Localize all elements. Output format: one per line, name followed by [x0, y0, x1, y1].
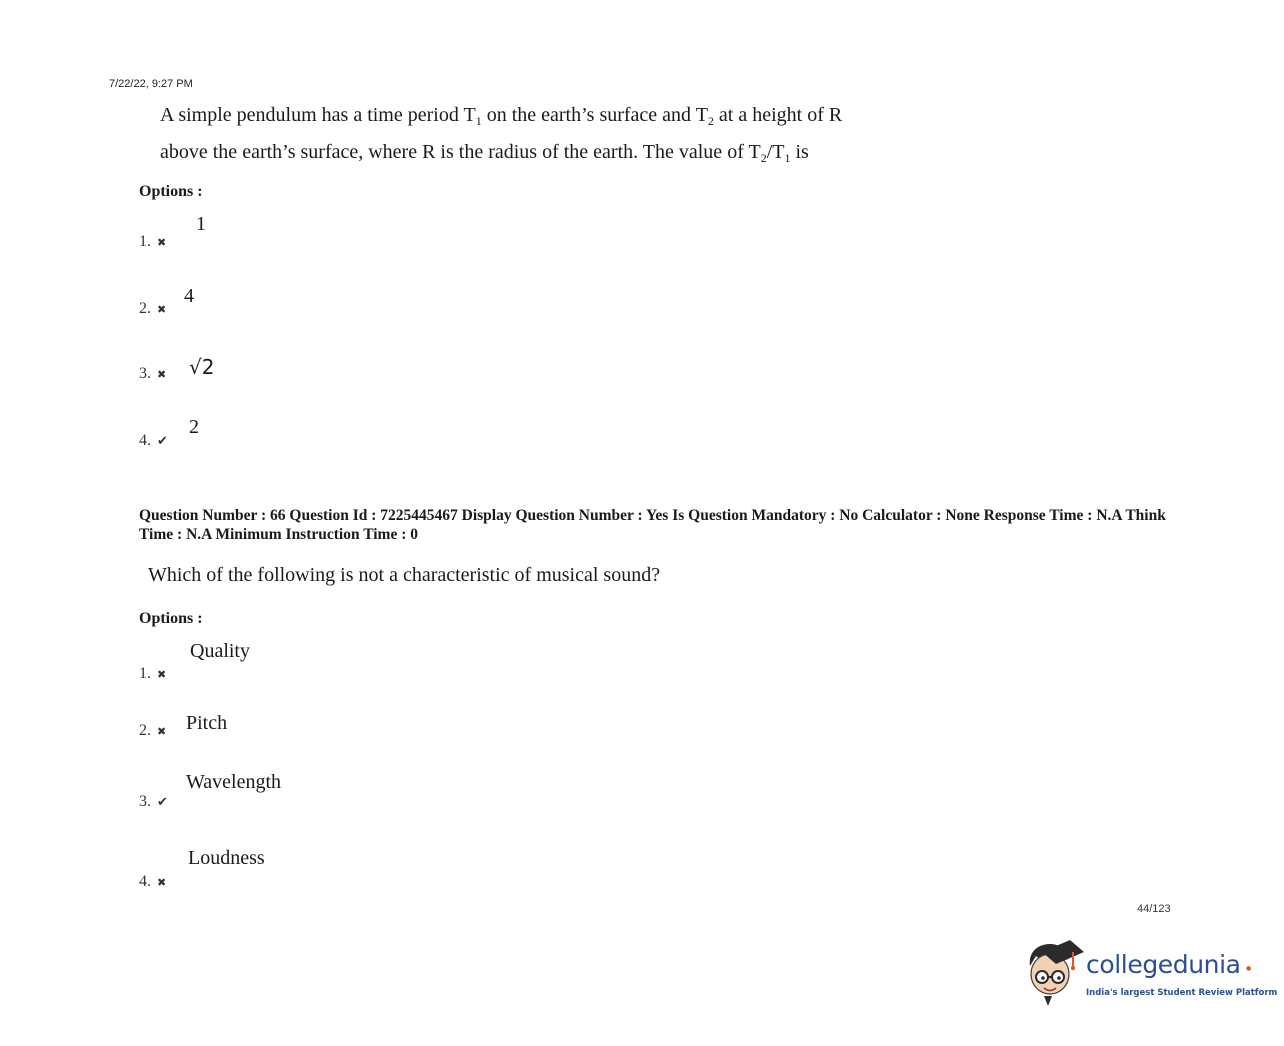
brand-tagline: India's largest Student Review Platform	[1086, 988, 1278, 998]
option-marker: 3. ✖	[139, 365, 167, 382]
brand-dot-icon: ●	[1246, 965, 1252, 972]
option-value: Pitch	[186, 712, 228, 734]
question-1-line-2: above the earth’s surface, where R is the radius of the earth. The value of $T_2/T_1$ is	[160, 141, 809, 165]
collegedunia-logo	[1024, 938, 1278, 1010]
option-value: √2	[189, 355, 215, 379]
brand-name: collegedunia	[1086, 950, 1241, 979]
cross-icon: ✖	[157, 236, 167, 249]
option-value: 4	[184, 285, 194, 307]
option-value: 1	[196, 213, 206, 235]
option-value: Loudness	[188, 847, 265, 869]
question-meta: Question Number : 66 Question Id : 7225445467 Display Question Number : Yes Is Question Mandatory : No Calculator : None Response Time : N.A Think Time : N.A Minimum Instruction Time : 0	[139, 507, 1166, 543]
timestamp: 7/22/22, 9:27 PM	[109, 78, 193, 90]
cross-icon: ✖	[157, 725, 167, 738]
cross-icon: ✖	[157, 303, 167, 316]
check-icon: ✔	[157, 795, 168, 810]
options-label: Options :	[139, 183, 203, 200]
option-value: 2	[189, 416, 199, 438]
option-marker: 2. ✖	[139, 722, 167, 739]
option-marker: 1. ✖	[139, 665, 167, 682]
question-1-line-1: A simple pendulum has a time period $T_1$ on the earth’s surface and $T_2$ at a height of R	[160, 104, 843, 128]
cross-icon: ✖	[157, 368, 167, 381]
question-2-text: Which of the following is not a characteristic of musical sound?	[148, 564, 661, 586]
mascot-icon	[1024, 938, 1086, 1010]
option-marker: 2. ✖	[139, 300, 167, 317]
options-label: Options :	[139, 610, 203, 627]
option-marker: 4. ✖	[139, 873, 167, 890]
page-number: 44/123	[1137, 903, 1171, 915]
option-value: Quality	[190, 640, 250, 662]
option-marker: 4. ✔	[139, 432, 168, 449]
check-icon: ✔	[157, 434, 168, 449]
cross-icon: ✖	[157, 876, 167, 889]
option-marker: 3. ✔	[139, 793, 168, 810]
option-marker: 1. ✖	[139, 233, 167, 250]
option-value: Wavelength	[186, 771, 282, 793]
cross-icon: ✖	[157, 668, 167, 681]
